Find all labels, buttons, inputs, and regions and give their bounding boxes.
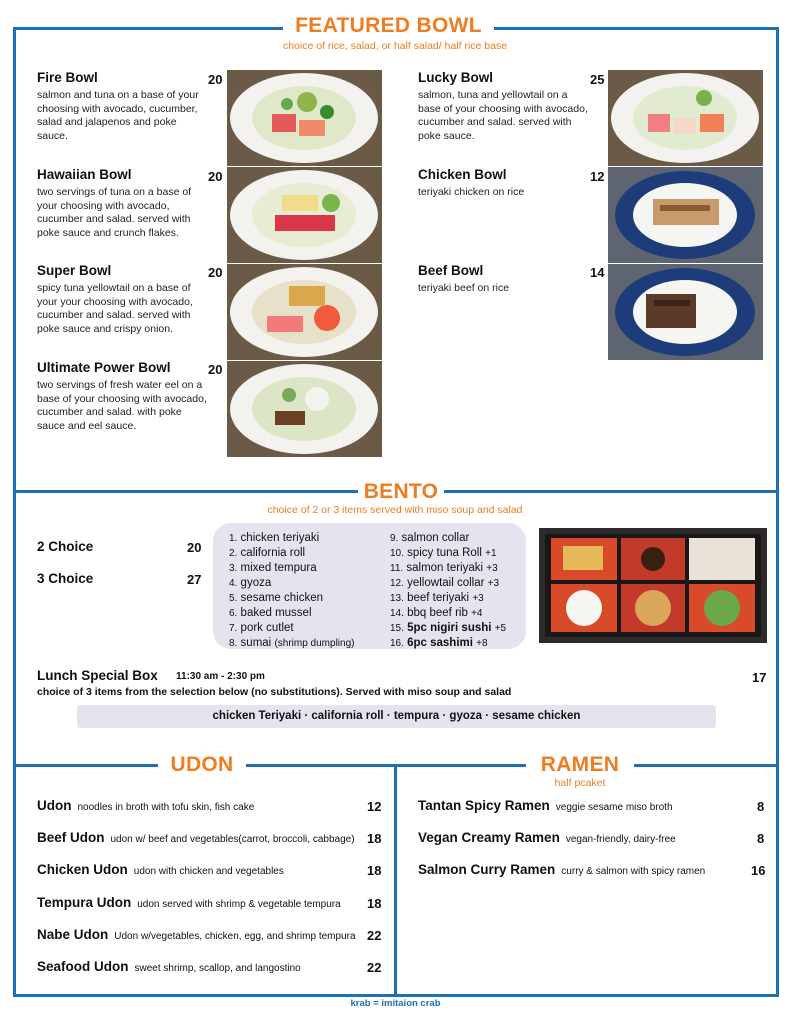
item-name: Hawaiian Bowl xyxy=(37,167,132,182)
item-desc: teriyaki beef on rice xyxy=(418,282,510,294)
frame-top-right xyxy=(494,27,779,30)
chicken-bowl-photo xyxy=(608,167,763,263)
item-name: Ultimate Power Bowl xyxy=(37,360,171,375)
menu-item-beef-udon xyxy=(37,829,355,847)
menu-item-lucky-bowl xyxy=(418,70,588,143)
udon-title: UDON xyxy=(158,753,246,777)
bento-item: 4. gyoza xyxy=(229,577,272,589)
menu-item-beef-bowl xyxy=(418,263,588,296)
bento-item: 5. sesame chicken xyxy=(229,592,324,604)
fire-bowl-photo xyxy=(227,70,382,166)
bento-list-right xyxy=(390,531,506,651)
item-desc: teriyaki chicken on rice xyxy=(418,186,525,198)
menu-item-salmon-curry-ramen xyxy=(418,861,705,879)
bento-choice-2-price: 20 xyxy=(187,540,202,555)
bento-item: 15. 5pc nigiri sushi +5 xyxy=(390,622,507,634)
item-name: Fire Bowl xyxy=(37,70,98,85)
footer-note: krab = imitaion crab xyxy=(350,998,441,1009)
lunch-special-desc: choice of 3 items from the selection below (no substitutions). Served with miso soup and salad xyxy=(37,686,512,698)
bento-item: 3. mixed tempura xyxy=(229,562,317,574)
super-bowl-photo xyxy=(227,264,382,360)
bento-item: 13. beef teriyaki +3 xyxy=(390,592,484,604)
item-price: 8 xyxy=(757,831,765,846)
noodle-divider-1 xyxy=(13,764,158,767)
menu-item-tempura-udon xyxy=(37,894,341,912)
menu-item-tantan-spicy-ramen xyxy=(418,797,673,815)
menu-item-super-bowl xyxy=(37,263,207,336)
menu-item-chicken-udon xyxy=(37,861,284,879)
item-desc: spicy tuna yellowtail on a base of your your choosing with avocado, cucumber and salad. served with poke sauce and crispy onion. xyxy=(37,282,193,335)
item-price: 12 xyxy=(590,169,605,184)
item-name: Vegan Creamy Ramen xyxy=(418,830,560,845)
beef-bowl-photo xyxy=(608,264,763,360)
ramen-subtitle: half pcaket xyxy=(554,777,606,789)
item-name: Udon xyxy=(37,798,72,813)
item-desc: sweet shrimp, scallop, and langostino xyxy=(134,963,301,974)
item-desc: Udon w/vegetables, chicken, egg, and shrimp tempura xyxy=(114,931,356,942)
item-name: Salmon Curry Ramen xyxy=(418,862,556,877)
frame-top-left xyxy=(13,27,283,30)
noodle-divider-2 xyxy=(246,764,526,767)
bento-item: 1. chicken teriyaki xyxy=(229,532,320,544)
item-desc: two servings of tuna on a base of your choosing with avocado, cucumber and salad. served with poke sauce and crunch flakes. xyxy=(37,186,192,239)
bento-subtitle: choice of 2 or 3 items served with miso soup and salad xyxy=(267,504,523,516)
menu-item-ultimate-power-bowl xyxy=(37,360,207,433)
lunch-special-options: chicken Teriyaki · california roll · tempura · gyoza · sesame chicken xyxy=(77,705,716,728)
item-desc: udon with chicken and vegetables xyxy=(133,866,284,877)
item-name: Beef Bowl xyxy=(418,263,484,278)
item-price: 20 xyxy=(208,265,223,280)
item-name: Super Bowl xyxy=(37,263,112,278)
item-desc: salmon, tuna and yellowtail on a base of your choosing with avocado, cucumber and salad. served with poke sauce. xyxy=(418,89,588,142)
bento-item: 16. 6pc sashimi +8 xyxy=(390,637,488,649)
item-name: Tantan Spicy Ramen xyxy=(418,798,550,813)
menu-item-vegan-creamy-ramen xyxy=(418,829,676,847)
featured-subtitle: choice of rice, salad, or half salad/ half rice base xyxy=(282,40,508,52)
ramen-title: RAMEN xyxy=(526,753,634,777)
item-desc: veggie sesame miso broth xyxy=(555,802,673,813)
menu-item-nabe-udon xyxy=(37,926,356,944)
item-name: Seafood Udon xyxy=(37,959,129,974)
bento-divider-left xyxy=(13,490,358,493)
item-price: 22 xyxy=(367,928,382,943)
bento-item: 11. salmon teriyaki +3 xyxy=(390,562,498,574)
item-desc: noodles in broth with tofu skin, fish cake xyxy=(77,802,255,813)
item-price: 16 xyxy=(751,863,766,878)
noodle-column-divider xyxy=(394,764,397,997)
item-name: Tempura Udon xyxy=(37,895,132,910)
menu-item-udon xyxy=(37,797,254,815)
item-desc: udon served with shrimp & vegetable tempura xyxy=(137,899,341,910)
frame-left xyxy=(13,27,16,997)
bento-choice-3: 3 Choice xyxy=(37,571,94,586)
bento-item: 12. yellowtail collar +3 xyxy=(390,577,500,589)
lucky-bowl-photo xyxy=(608,70,763,166)
ultimate-power-bowl-photo xyxy=(227,361,382,457)
item-name: Nabe Udon xyxy=(37,927,109,942)
bento-title: BENTO xyxy=(358,480,444,504)
item-price: 25 xyxy=(590,72,605,87)
item-price: 18 xyxy=(367,831,382,846)
item-price: 18 xyxy=(367,863,382,878)
menu-item-fire-bowl xyxy=(37,70,207,143)
item-desc: salmon and tuna on a base of your choosing with avocado, cucumber, salad and jalapenos and poke sauce. xyxy=(37,89,199,142)
item-name: Chicken Udon xyxy=(37,862,128,877)
item-price: 20 xyxy=(208,169,223,184)
noodle-divider-3 xyxy=(634,764,779,767)
item-desc: udon w/ beef and vegetables(carrot, broccoli, cabbage) xyxy=(110,834,355,845)
item-name: Chicken Bowl xyxy=(418,167,507,182)
item-price: 18 xyxy=(367,896,382,911)
bento-item: 14. bbq beef rib +4 xyxy=(390,607,483,619)
menu-item-hawaiian-bowl xyxy=(37,167,207,240)
item-name: Beef Udon xyxy=(37,830,105,845)
bento-list-left xyxy=(229,531,354,651)
item-name: Lucky Bowl xyxy=(418,70,494,85)
item-price: 20 xyxy=(208,72,223,87)
lunch-special-time: 11:30 am - 2:30 pm xyxy=(176,671,265,682)
item-price: 8 xyxy=(757,799,765,814)
menu-item-chicken-bowl xyxy=(418,167,588,200)
bento-divider-right xyxy=(444,490,779,493)
item-desc: vegan-friendly, dairy-free xyxy=(565,834,676,845)
bento-item: 7. pork cutlet xyxy=(229,622,294,634)
bento-photo xyxy=(539,528,767,643)
bento-item: 10. spicy tuna Roll +1 xyxy=(390,547,497,559)
menu-item-seafood-udon xyxy=(37,958,301,976)
bento-item: 6. baked mussel xyxy=(229,607,312,619)
bento-choice-2: 2 Choice xyxy=(37,539,94,554)
hawaiian-bowl-photo xyxy=(227,167,382,263)
bento-item: 9. salmon collar xyxy=(390,532,470,544)
item-price: 20 xyxy=(208,362,223,377)
item-price: 14 xyxy=(590,265,605,280)
featured-title: FEATURED BOWL xyxy=(283,14,494,38)
lunch-special-title: Lunch Special Box xyxy=(37,668,158,683)
bento-item: 8. sumai (shrimp dumpling) xyxy=(229,637,355,649)
lunch-special-price: 17 xyxy=(752,670,767,685)
item-desc: two servings of fresh water eel on a base of your choosing with avocado, cucumber and salad. with poke sauce and eel sauce. xyxy=(37,379,207,432)
item-price: 22 xyxy=(367,960,382,975)
item-desc: curry & salmon with spicy ramen xyxy=(561,866,706,877)
frame-right xyxy=(776,27,779,997)
item-price: 12 xyxy=(367,799,382,814)
bento-choice-3-price: 27 xyxy=(187,572,202,587)
bento-item: 2. california roll xyxy=(229,547,306,559)
